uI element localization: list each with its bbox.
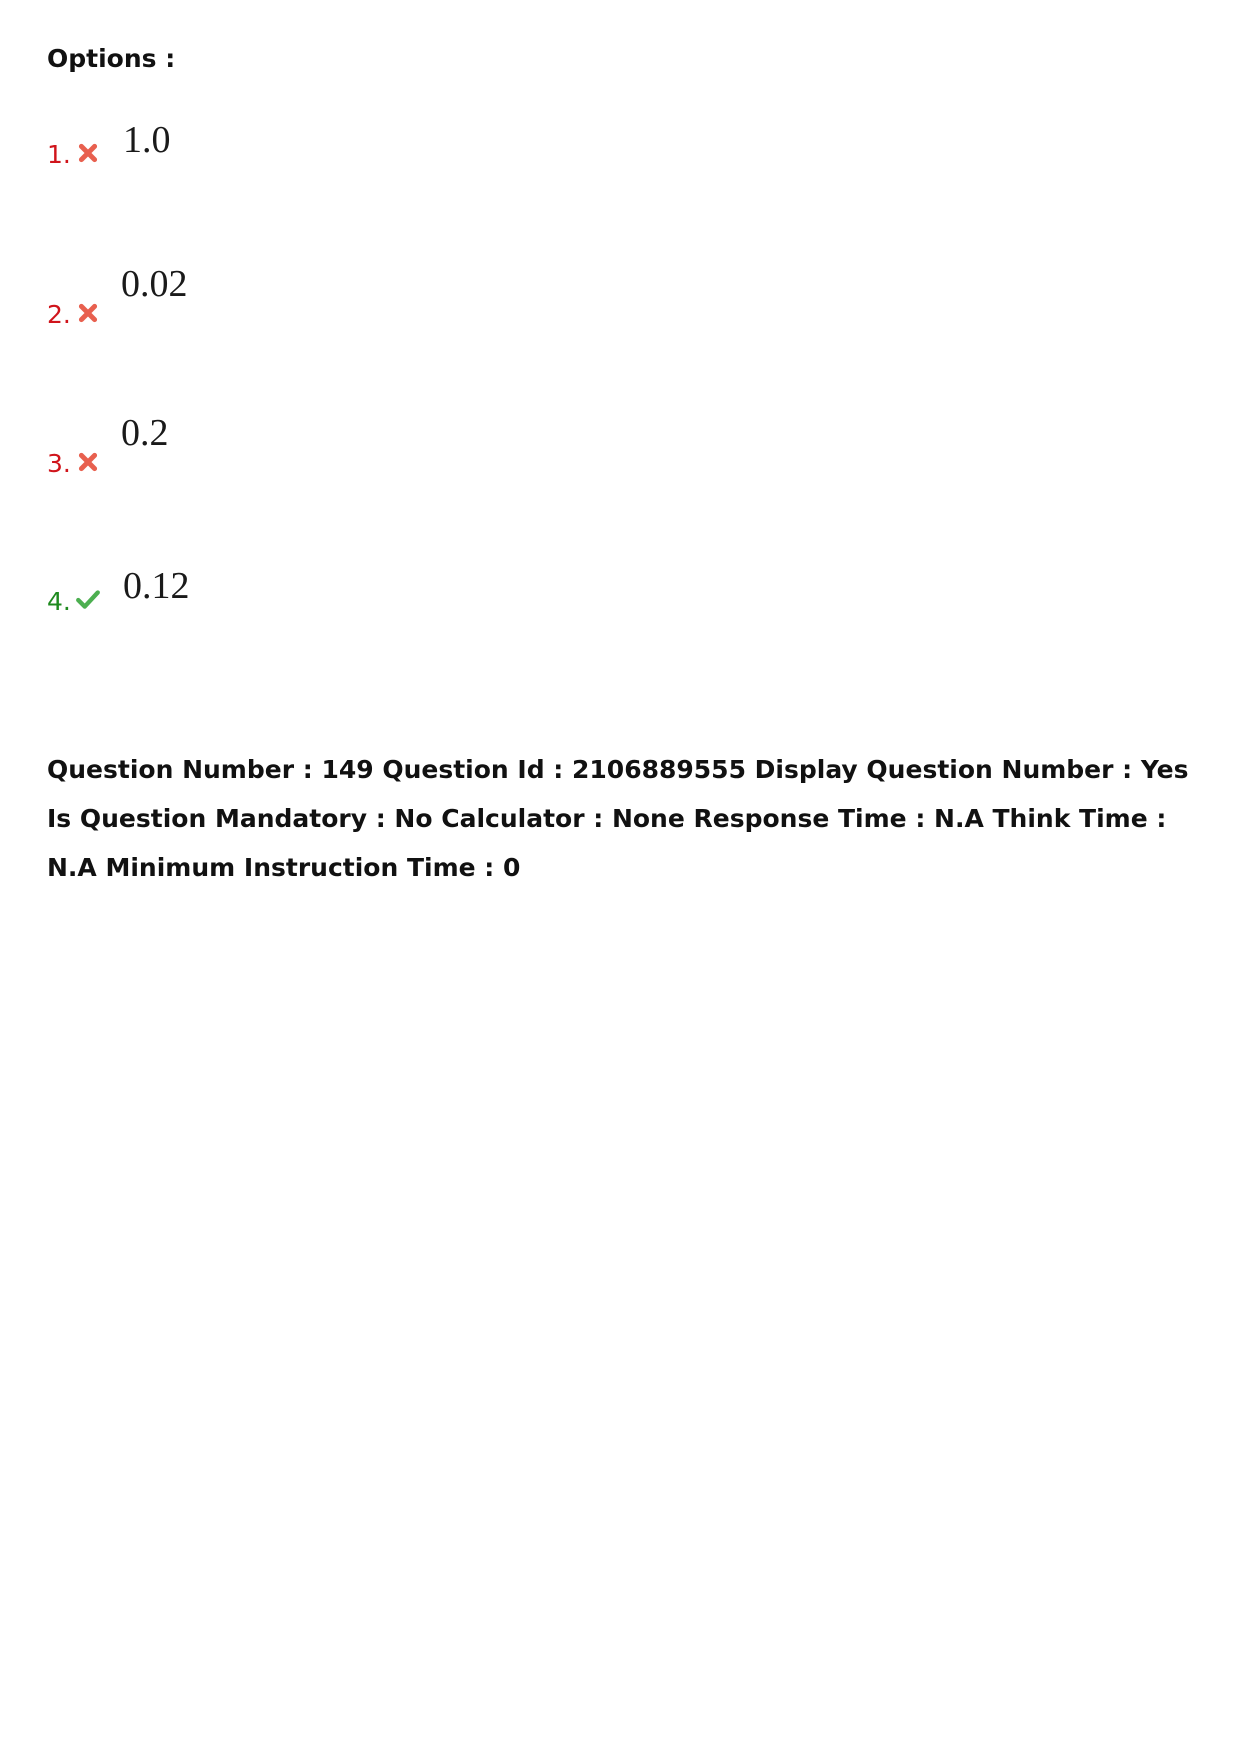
option-2: [47, 262, 647, 342]
cross-icon: [77, 451, 99, 473]
option-number: 3.: [47, 449, 71, 478]
option-number: 2.: [47, 300, 71, 329]
option-3: [47, 411, 647, 491]
question-meta: Question Number : 149 Question Id : 2106889555 Display Question Number : Yes Is Question Mandatory : No Calculator : None Response Time : N.A Think Time : N.A Minimum Instruction Time : 0: [47, 755, 1189, 882]
option-number: 4.: [47, 587, 71, 616]
cross-icon: [77, 302, 99, 324]
option-4: [47, 564, 647, 644]
options-heading: Options :: [47, 44, 176, 73]
cross-icon: [77, 142, 99, 164]
option-value: 0.02: [121, 263, 188, 305]
check-icon: [75, 586, 101, 612]
option-number: 1.: [47, 140, 71, 169]
option-value: 0.12: [123, 565, 190, 607]
option-value: 1.0: [123, 119, 171, 161]
option-value: 0.2: [121, 412, 169, 454]
option-1: [47, 118, 647, 198]
